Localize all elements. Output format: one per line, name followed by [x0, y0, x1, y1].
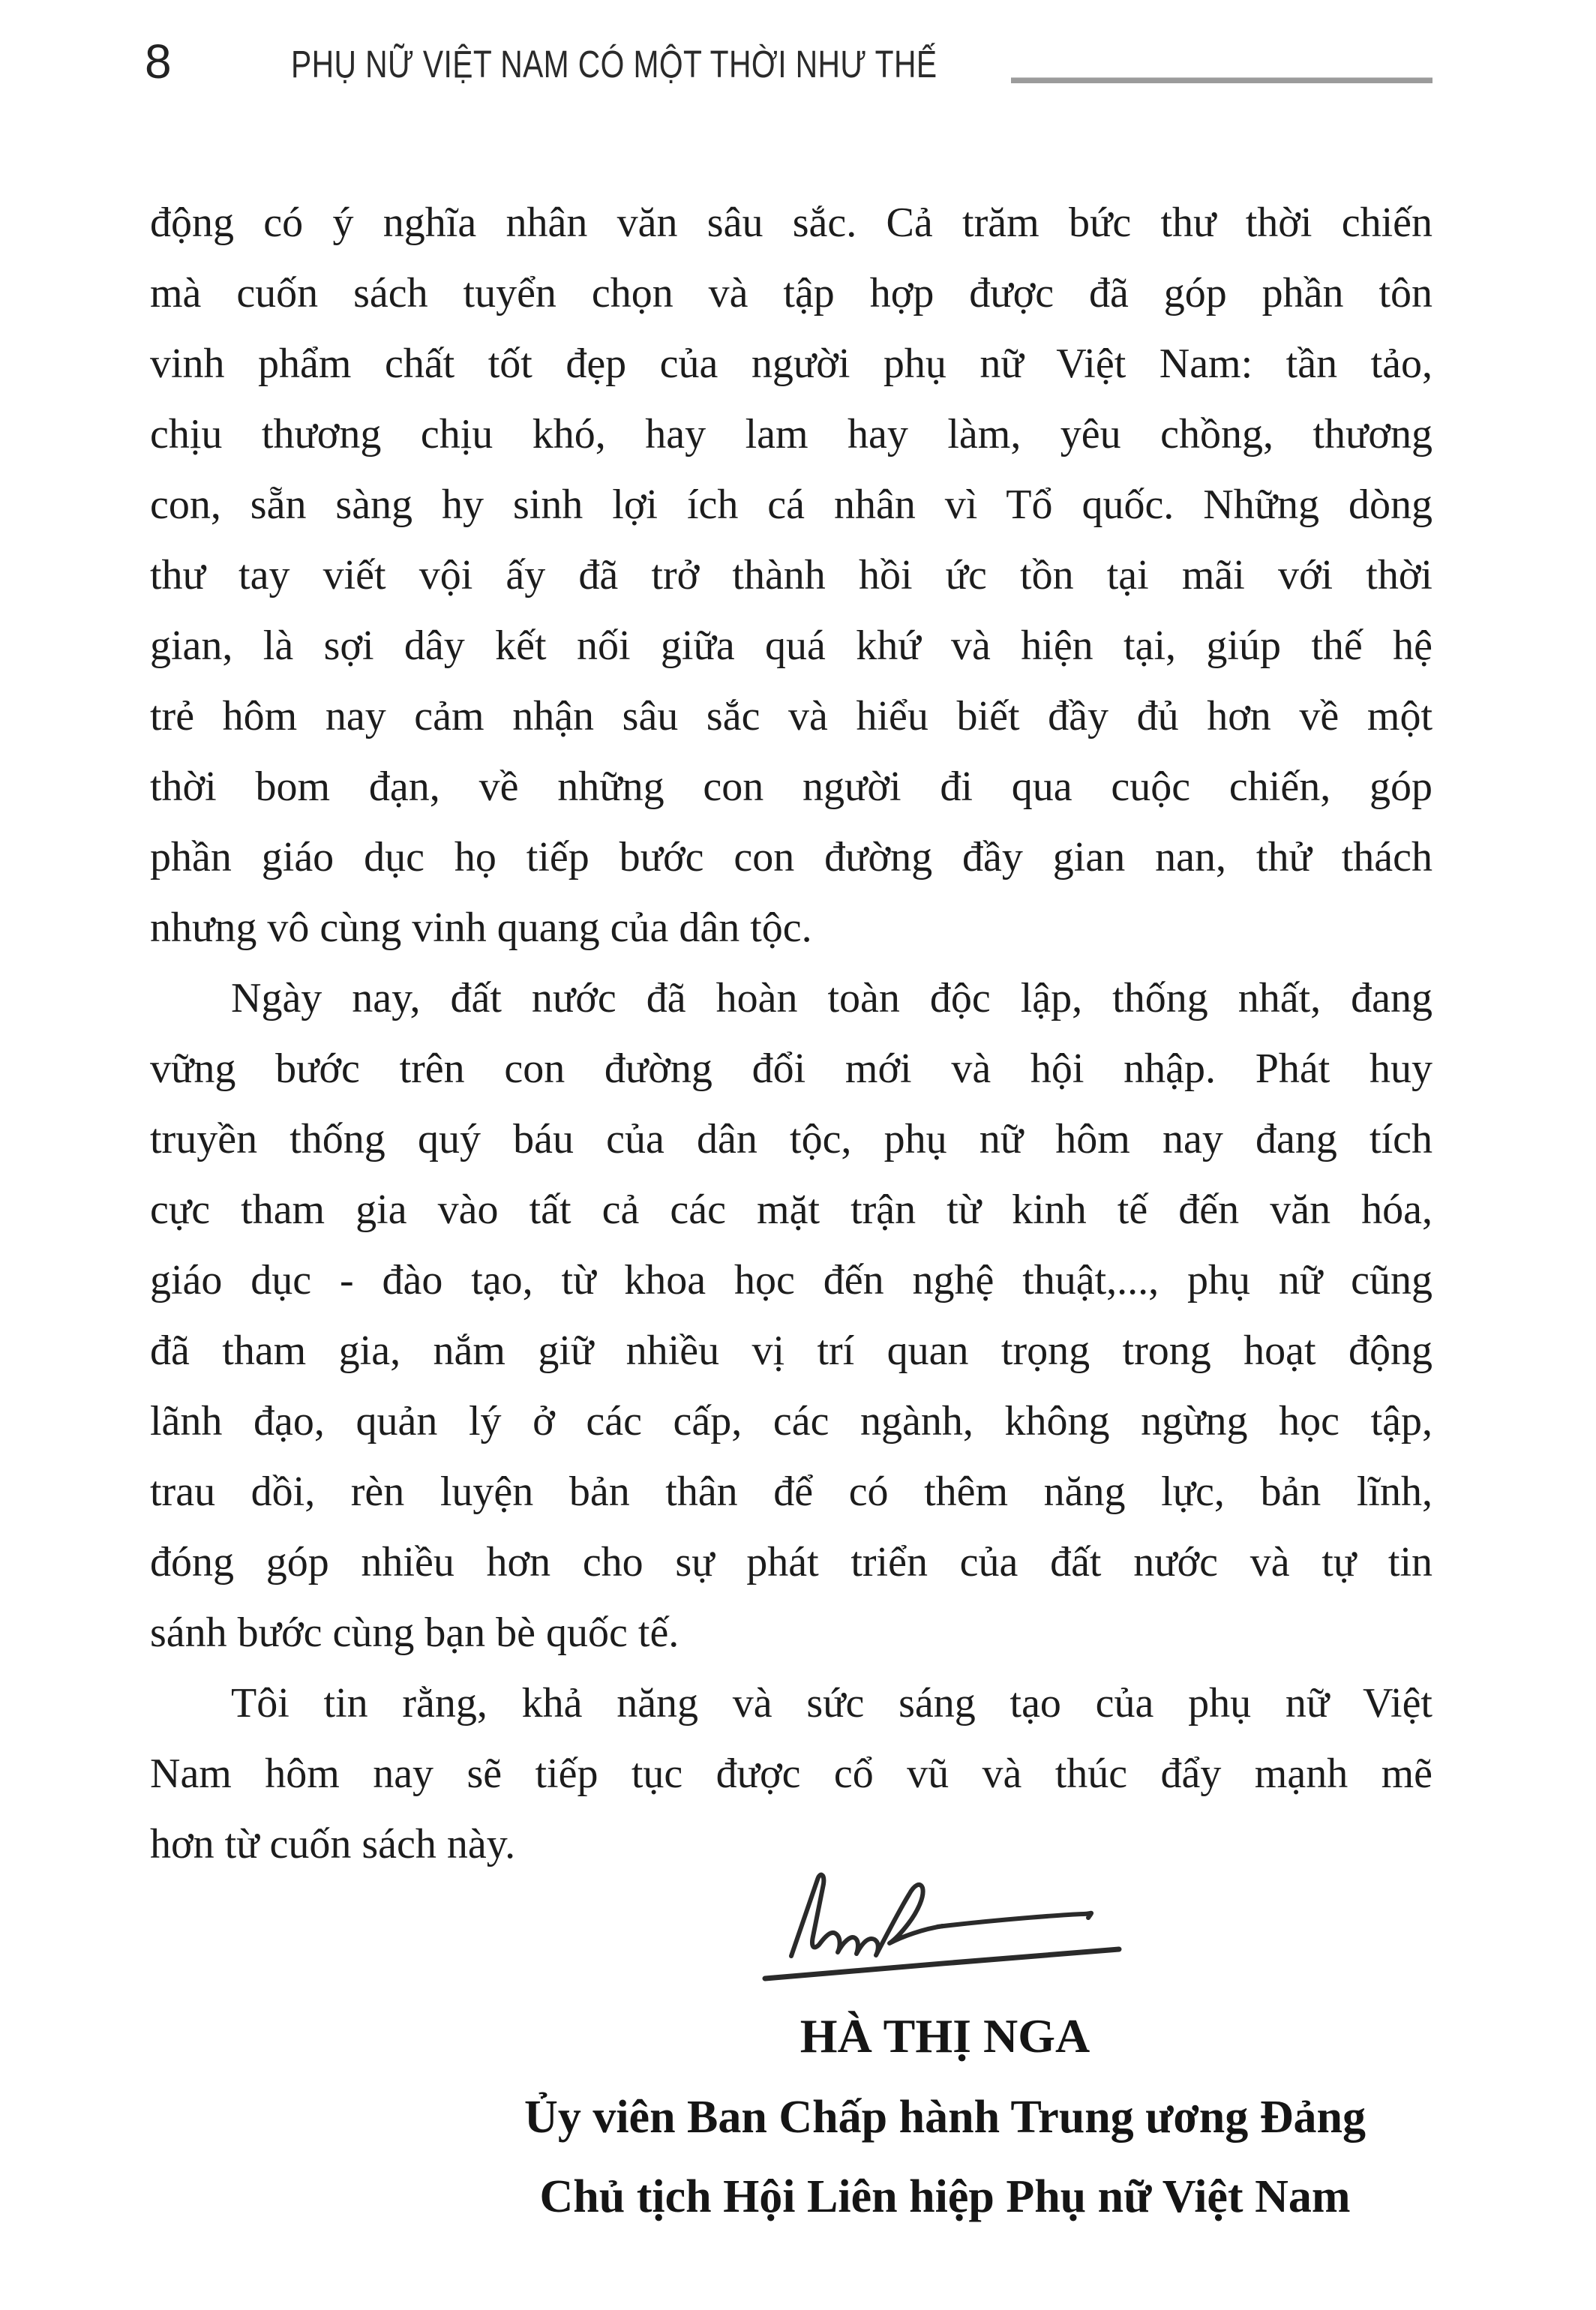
body-line: con, sẵn sàng hy sinh lợi ích cá nhân vì Tổ quốc. Những dòng — [150, 482, 1432, 528]
page-number: 8 — [145, 34, 172, 88]
body-line: thư tay viết vội ấy đã trở thành hồi ức tồn tại mãi với thời — [150, 552, 1432, 598]
signer-title-party: Ủy viên Ban Chấp hành Trung ương Đảng — [524, 2092, 1366, 2143]
body-line: đóng góp nhiều hơn cho sự phát triển của đất nước và tự tin — [150, 1539, 1432, 1586]
signer-title-union: Chủ tịch Hội Liên hiệp Phụ nữ Việt Nam — [539, 2171, 1351, 2222]
body-line: giáo dục - đào tạo, từ khoa học đến nghệ thuật,..., phụ nữ cũng — [150, 1257, 1432, 1304]
body-line: mà cuốn sách tuyển chọn và tập hợp được đã góp phần tôn — [150, 270, 1432, 316]
paragraph-3 — [150, 1668, 1432, 1880]
body-line: trẻ hôm nay cảm nhận sâu sắc và hiểu biết đầy đủ hơn về một — [150, 693, 1432, 740]
body-line: truyền thống quý báu của dân tộc, phụ nữ hôm nay đang tích — [150, 1116, 1432, 1162]
body-line: Tôi tin rằng, khả năng và sức sáng tạo của phụ nữ Việt — [231, 1680, 1432, 1726]
body-line: nhưng vô cùng vinh quang của dân tộc. — [150, 904, 812, 951]
paragraph-2 — [150, 963, 1432, 1668]
body-line: lãnh đạo, quản lý ở các cấp, các ngành, không ngừng học tập, — [150, 1398, 1432, 1444]
body-line: gian, là sợi dây kết nối giữa quá khứ và hiện tại, giúp thế hệ — [150, 622, 1432, 669]
paragraph-1 — [150, 188, 1432, 963]
running-header-title: PHỤ NỮ VIỆT NAM CÓ MỘT THỜI NHƯ THẾ — [291, 43, 938, 86]
body-line: hơn từ cuốn sách này. — [150, 1821, 516, 1868]
body-line: Nam hôm nay sẽ tiếp tục được cổ vũ và thúc đẩy mạnh mẽ — [150, 1750, 1432, 1797]
header-rule — [1011, 77, 1432, 83]
body-line: trau dồi, rèn luyện bản thân để có thêm năng lực, bản lĩnh, — [150, 1468, 1432, 1515]
body-line: vinh phẩm chất tốt đẹp của người phụ nữ Việt Nam: tần tảo, — [150, 340, 1432, 387]
body-line: thời bom đạn, về những con người đi qua cuộc chiến, góp — [150, 764, 1432, 810]
signature-block — [465, 1995, 1425, 2236]
body-line: đã tham gia, nắm giữ nhiều vị trí quan trọng trong hoạt động — [150, 1328, 1432, 1374]
body-line: cực tham gia vào tất cả các mặt trận từ kinh tế đến văn hóa, — [150, 1186, 1432, 1233]
signer-name: HÀ THỊ NGA — [800, 2009, 1090, 2062]
body-line: động có ý nghĩa nhân văn sâu sắc. Cả trăm bức thư thời chiến — [150, 200, 1432, 246]
body-line: chịu thương chịu khó, hay lam hay làm, yêu chồng, thương — [150, 411, 1432, 458]
body-line: sánh bước cùng bạn bè quốc tế. — [150, 1610, 680, 1656]
body-text — [150, 188, 1432, 1880]
body-line: vững bước trên con đường đổi mới và hội nhập. Phát huy — [150, 1046, 1432, 1092]
body-line: Ngày nay, đất nước đã hoàn toàn độc lập, thống nhất, đang — [231, 975, 1432, 1022]
signature-icon — [746, 1864, 1129, 1996]
body-line: phần giáo dục họ tiếp bước con đường đầy gian nan, thử thách — [150, 834, 1432, 880]
